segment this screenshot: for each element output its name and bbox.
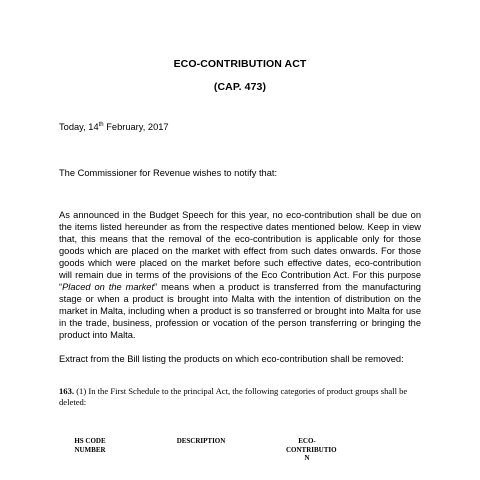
body-text-part-1: As announced in the Budget Speech for this year, no eco-contribution shall be due on the items listed hereunder as from the respective dates mentioned below. Keep in view that, this means that the removal of the eco-contribution is applicable only for those goods which are placed on the market with effect from such dates onwards. For those goods which were placed on the market before such effective dates, eco-contribution will remain due in terms of the provisions of the Eco Contribution Act. For this purpose “ — [59, 210, 421, 292]
notice-date — [59, 121, 169, 133]
section-text: (1) In the First Schedule to the principal Act, the following categories of product groups shall be deleted: — [59, 386, 408, 407]
eco-line-3: N — [304, 454, 310, 462]
hs-code-line-1: HS CODE — [74, 437, 106, 445]
table-header-description: DESCRIPTION — [176, 437, 226, 445]
eco-line-2: CONTRIBUTIO — [286, 445, 337, 454]
section-number: 163. — [59, 386, 75, 396]
eco-line-1: ECO- — [298, 437, 316, 445]
body-italic-term: Placed on the market — [62, 282, 155, 292]
table-header-eco-contribution — [286, 437, 337, 463]
notice-intro: The Commissioner for Revenue wishes to notify that: — [59, 168, 278, 178]
document-title: ECO-CONTRIBUTION ACT — [173, 58, 307, 70]
chapter-reference: (CAP. 473) — [213, 81, 267, 93]
date-ordinal-suffix: th — [98, 121, 104, 128]
date-prefix: Today, 14 — [59, 122, 99, 132]
body-text-part-2: ” means when a product is transferred from the manufacturing stage or when a product is brought into Malta with the intention of distribution on the market in Malta, including when a product is so transferred or brought into Malta for use in the trade, business, profession or vocation of the person transferring or bringing the product into Malta. — [59, 282, 421, 340]
date-rest: February, 2017 — [103, 122, 169, 132]
extract-heading: Extract from the Bill listing the products on which eco-contribution shall be removed: — [59, 354, 404, 364]
body-paragraph — [59, 209, 421, 341]
hs-code-line-2: NUMBER — [74, 445, 106, 454]
section-163 — [59, 386, 421, 408]
table-header-hs-code — [68, 437, 112, 454]
